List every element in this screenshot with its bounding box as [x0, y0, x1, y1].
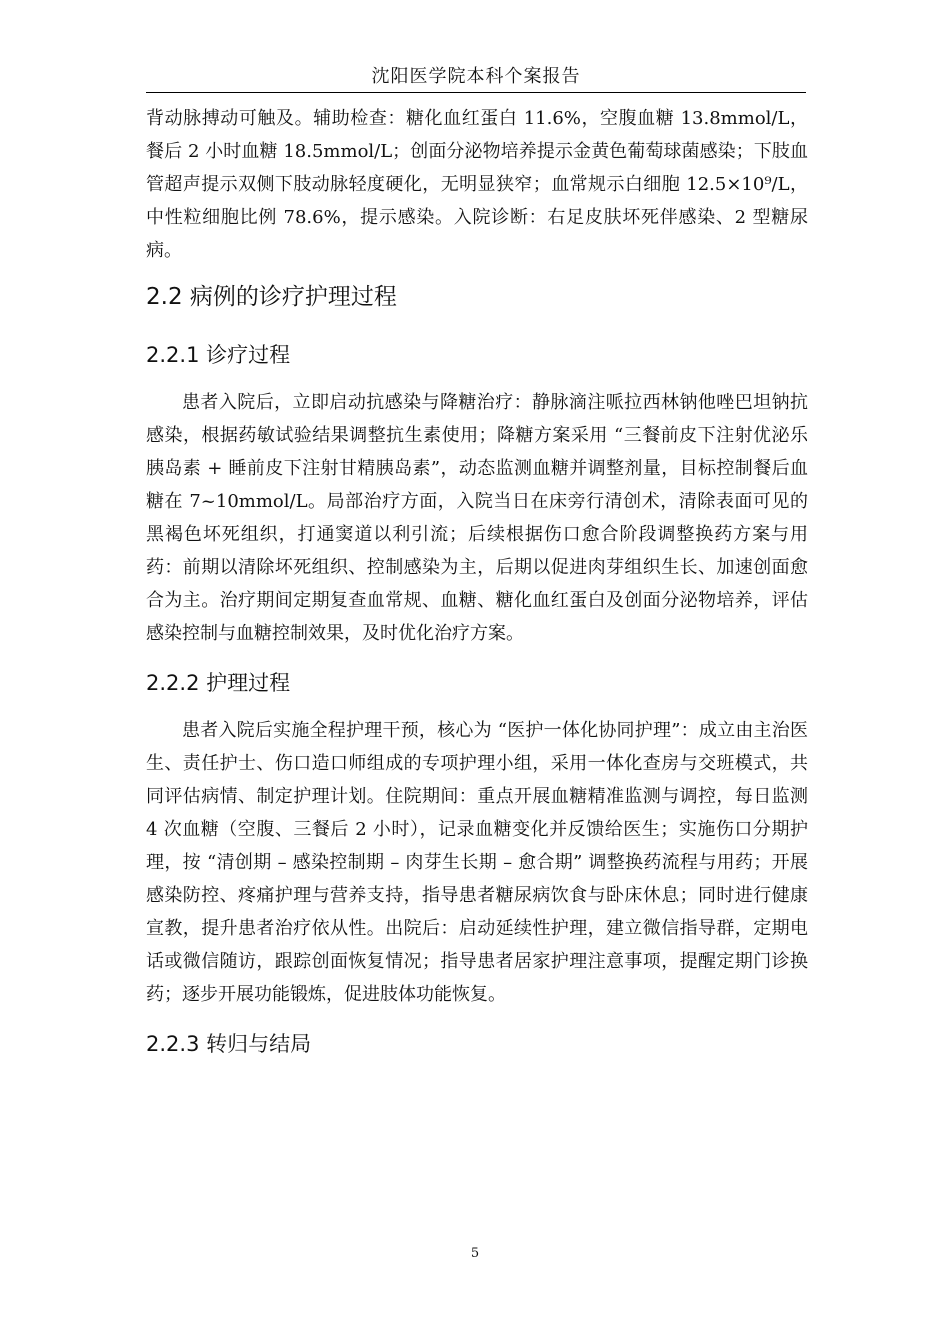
section-2-2-1-heading: 2.2.1 诊疗过程 [146, 343, 291, 367]
intro-paragraph: 背动脉搏动可触及。辅助检查：糖化血红蛋白 11.6%，空腹血糖 13.8mmol/L，餐后 2 小时血糖 18.5mmol/L；创面分泌物培养提示金黄色葡萄球菌感染；下肢血管超声提示双侧下肢动脉轻度硬化，无明显狭窄；血常规示白细胞 12.5×10⁹/L，中性粒细胞比例 78.6%，提示感染。入院诊断：右足皮肤坏死伴感染、2 型糖尿病。 [146, 108, 808, 261]
section-2-2-heading: 2.2 病例的诊疗护理过程 [146, 284, 397, 310]
section-2-2-2-heading: 2.2.2 护理过程 [146, 671, 291, 695]
report-header-title: 沈阳医学院本科个案报告 [371, 66, 581, 87]
section-2-2-2-paragraph: 患者入院后实施全程护理干预，核心为 “医护一体化协同护理”：成立由主治医生、责任护士、伤口造口师组成的专项护理小组，采用一体化查房与交班模式，共同评估病情、制定护理计划。住院期间：重点开展血糖精准监测与调控，每日监测 4 次血糖（空腹、三餐后 2 小时），记录血糖变化并反馈给医生；实施伤口分期护理，按 “清创期 – 感染控制期 – 肉芽生长期 – 愈合期” 调整换药流程与用药；开展感染防控、疼痛护理与营养支持，指导患者糖尿病饮食与卧床休息；同时进行健康宣教，提升患者治疗依从性。出院后：启动延续性护理，建立微信指导群，定期电话或微信随访，跟踪创面恢复情况；指导患者居家护理注意事项，提醒定期门诊换药；逐步开展功能锻炼，促进肢体功能恢复。 [146, 720, 808, 1005]
section-2-2-1-paragraph: 患者入院后，立即启动抗感染与降糖治疗：静脉滴注哌拉西林钠他唑巴坦钠抗感染，根据药敏试验结果调整抗生素使用；降糖方案采用 “三餐前皮下注射优泌乐胰岛素 + 睡前皮下注射甘精胰岛素”，动态监测血糖并调整剂量，目标控制餐后血糖在 7~10mmol/L。局部治疗方面，入院当日在床旁行清创术，清除表面可见的黑褐色坏死组织，打通窦道以利引流；后续根据伤口愈合阶段调整换药方案与用药：前期以清除坏死组织、控制感染为主，后期以促进肉芽组织生长、加速创面愈合为主。治疗期间定期复查血常规、血糖、糖化血红蛋白及创面分泌物培养，评估感染控制与血糖控制效果，及时优化治疗方案。 [146, 392, 808, 644]
page-header [146, 62, 806, 93]
page-number: 5 [470, 1246, 480, 1261]
document-body [146, 102, 808, 1061]
section-2-2-3-heading: 2.2.3 转归与结局 [146, 1032, 312, 1056]
